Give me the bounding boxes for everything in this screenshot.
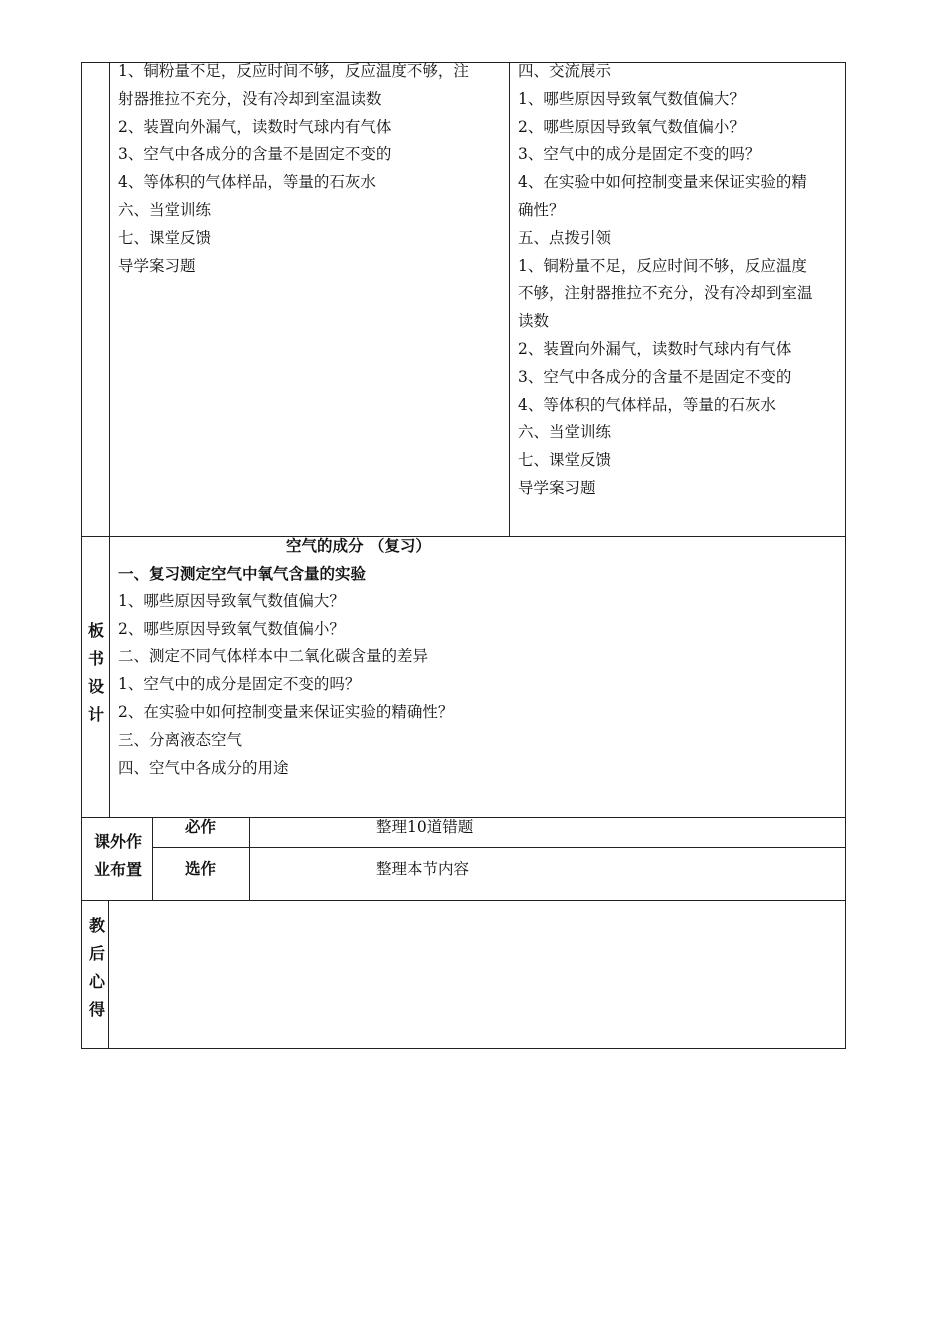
grid-line (845, 62, 846, 1049)
reflection-label: 教后心得 (88, 916, 105, 1019)
text-line: 3、空气中各成分的含量不是固定不变的 (118, 145, 392, 164)
text-line: 导学案习题 (118, 256, 196, 275)
text-line: 2、装置向外漏气，读数时气球内有气体 (118, 117, 392, 136)
text-line: 2、装置向外漏气，读数时气球内有气体 (518, 339, 792, 358)
required-text: 整理10道错题 (376, 818, 474, 836)
text-line: 1、铜粉量不足，反应时间不够，反应温度 (518, 256, 807, 275)
grid-line (152, 847, 846, 848)
text-line: 2、在实验中如何控制变量来保证实验的精确性？ (118, 702, 454, 721)
text-line: 三、分离液态空气 (118, 730, 243, 749)
homework-label: 课外作业布置 (93, 832, 142, 879)
board-title: 空气的成分 （复习） (286, 536, 431, 555)
board-design-label: 板书设计 (87, 621, 104, 724)
text-line: 3、空气中各成分的含量不是固定不变的 (518, 367, 792, 386)
top-left-text (118, 58, 469, 280)
text-line: 七、课堂反馈 (518, 451, 612, 470)
grid-line (109, 62, 110, 817)
optional-text: 整理本节内容 (376, 860, 470, 878)
text-line: 1、哪些原因导致氧气数值偏大？ (118, 591, 345, 610)
optional-label: 选作 (185, 859, 217, 878)
grid-line (509, 62, 510, 536)
text-line: 不够，注射器推拉不充分，没有冷却到室温 (518, 284, 813, 303)
reflection-content-area[interactable] (109, 901, 845, 1048)
text-line: 3、空气中的成分是固定不变的吗？ (518, 145, 761, 164)
text-line: 导学案习题 (518, 478, 596, 497)
text-line: 1、空气中的成分是固定不变的吗？ (118, 675, 361, 694)
grid-line (81, 536, 846, 537)
grid-line (152, 817, 153, 900)
grid-line (249, 817, 250, 900)
text-line: 五、点拨引领 (518, 228, 612, 247)
text-line: 读数 (518, 312, 550, 331)
text-line: 二、测定不同气体样本中二氧化碳含量的差异 (118, 647, 429, 666)
text-line: 四、交流展示 (518, 62, 612, 80)
text-line: 七、课堂反馈 (118, 228, 212, 247)
text-line: 4、等体积的气体样品，等量的石灰水 (118, 173, 376, 192)
text-line: 六、当堂训练 (518, 423, 612, 442)
text-line: 一、复习测定空气中氧气含量的实验 (118, 564, 367, 583)
required-label: 必作 (185, 817, 217, 836)
grid-line (81, 62, 82, 1049)
text-line: 确性？ (518, 200, 565, 219)
text-line: 2、哪些原因导致氧气数值偏小？ (118, 619, 345, 638)
text-line: 六、当堂训练 (118, 200, 212, 219)
text-line: 1、铜粉量不足，反应时间不够，反应温度不够，注 (118, 62, 469, 80)
text-line: 2、哪些原因导致氧气数值偏小？ (518, 117, 745, 136)
grid-line (81, 1048, 846, 1049)
top-right-text (518, 58, 813, 503)
text-line: 四、空气中各成分的用途 (118, 758, 289, 777)
text-line: 1、哪些原因导致氧气数值偏大？ (518, 89, 745, 108)
text-line: 射器推拉不充分，没有冷却到室温读数 (118, 89, 382, 108)
board-text (118, 560, 453, 782)
text-line: 4、等体积的气体样品，等量的石灰水 (518, 395, 776, 414)
text-line: 4、在实验中如何控制变量来保证实验的精 (518, 173, 807, 192)
